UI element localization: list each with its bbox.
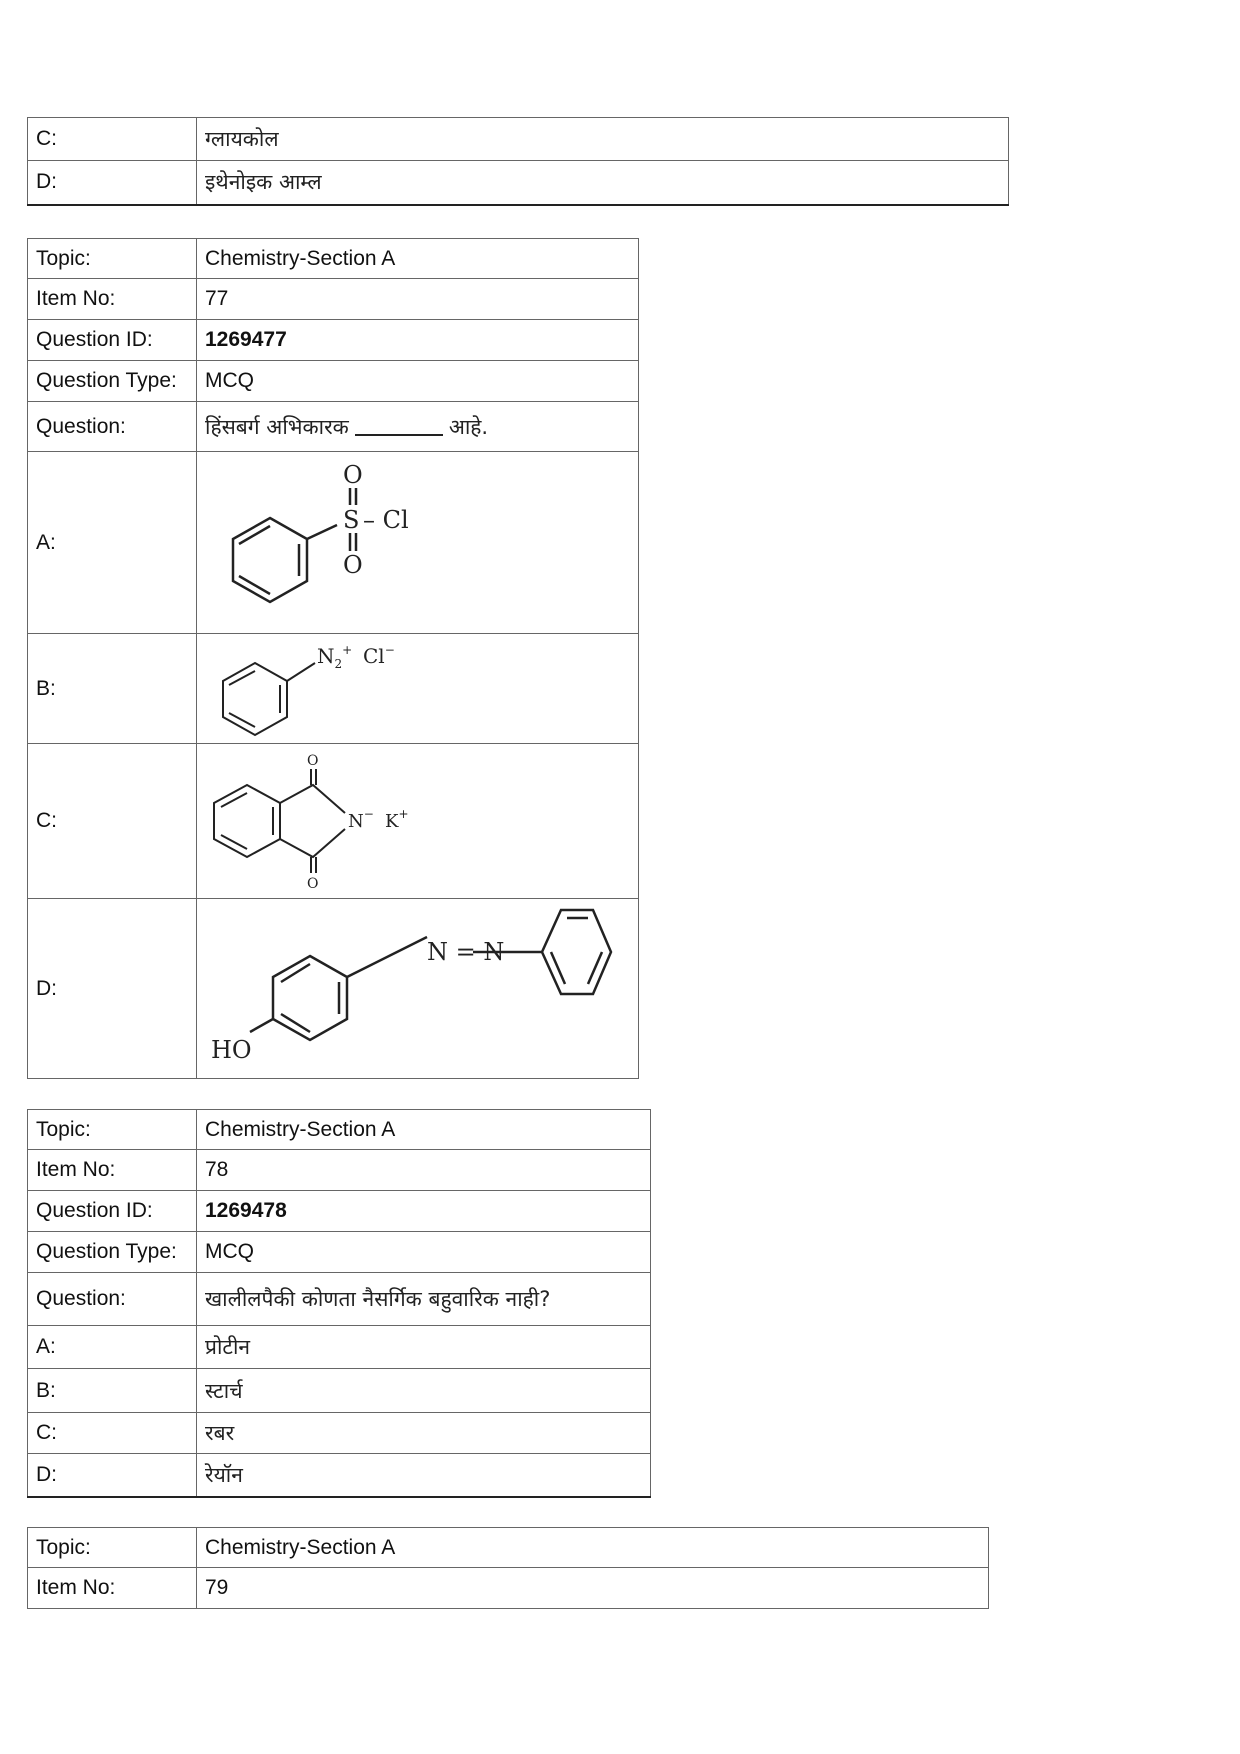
option-label: A: <box>28 452 197 634</box>
diazonium-label: $N_2^+$ <box>317 642 353 671</box>
question-table-77 <box>27 238 639 1079</box>
benzene-ring <box>223 663 287 735</box>
option-label: B: <box>28 634 197 744</box>
item-row <box>28 1150 651 1191</box>
item-label: Item No: <box>28 1150 197 1191</box>
azo-group-label: N = N <box>427 937 505 966</box>
oxygen-atom-label: O <box>307 875 319 892</box>
benzenesulfonyl-chloride-structure <box>205 453 648 633</box>
item-row <box>28 279 639 320</box>
imide-bond <box>280 785 345 813</box>
option-row-d <box>28 899 639 1079</box>
question-row <box>28 1273 651 1326</box>
hydroxyl-group-label: HO <box>211 1035 252 1064</box>
option-label: D: <box>28 161 197 205</box>
option-row-b <box>28 634 639 744</box>
option-a-structure <box>197 452 639 634</box>
p-hydroxyazobenzene-structure <box>205 900 648 1078</box>
option-row-c <box>28 118 1009 161</box>
question-text <box>197 402 639 452</box>
question-row <box>28 402 639 452</box>
ring-sulfur-bond <box>307 525 337 539</box>
topic-value: Chemistry-Section A <box>197 239 639 279</box>
option-row-c <box>28 744 639 899</box>
option-d-structure <box>197 899 639 1079</box>
oxygen-atom-label: O <box>307 752 319 769</box>
ring-double-bond <box>229 671 255 685</box>
question-type-row <box>28 361 639 402</box>
question-type-label: Question Type: <box>28 361 197 402</box>
phenol-ring <box>273 956 347 1040</box>
topic-row <box>28 1528 989 1568</box>
imide-bond <box>280 829 345 857</box>
answer-blank <box>355 434 443 436</box>
option-b-structure <box>197 634 639 744</box>
option-c-structure <box>197 744 639 899</box>
ring-azo-bond <box>347 937 427 977</box>
topic-label: Topic: <box>28 239 197 279</box>
question-text: खालीलपैकी कोणता नैसर्गिक बहुवारिक नाही? <box>197 1273 651 1326</box>
chlorine-atom-label: – Cl <box>363 505 409 534</box>
option-row-b <box>28 1369 651 1413</box>
question-table-78 <box>27 1109 651 1498</box>
question-id-value: 1269478 <box>197 1191 651 1232</box>
hydroxyl-bond <box>250 1019 273 1032</box>
topic-value: Chemistry-Section A <box>197 1528 989 1568</box>
question-id-label: Question ID: <box>28 320 197 361</box>
item-label: Item No: <box>28 1568 197 1609</box>
options-table-continued <box>27 117 1009 206</box>
question-type-value: MCQ <box>197 1232 651 1273</box>
question-label: Question: <box>28 402 197 452</box>
topic-row <box>28 1110 651 1150</box>
ring-double-bond <box>229 713 255 727</box>
question-id-row <box>28 320 639 361</box>
item-row <box>28 1568 989 1609</box>
potassium-ion-label: K+ <box>385 806 409 832</box>
item-value: 78 <box>197 1150 651 1191</box>
question-type-value: MCQ <box>197 361 639 402</box>
option-label: B: <box>28 1369 197 1413</box>
item-value: 77 <box>197 279 639 320</box>
ring-double-bond <box>221 793 247 807</box>
option-row-d <box>28 1454 651 1497</box>
benzene-ring <box>214 785 280 857</box>
option-value: स्टार्च <box>197 1369 651 1413</box>
option-label: C: <box>28 744 197 899</box>
ring-double-bond <box>221 835 247 849</box>
oxygen-atom-label: O <box>343 460 363 489</box>
option-label: D: <box>28 1454 197 1497</box>
benzenediazonium-chloride-structure <box>205 635 648 743</box>
option-value: रेयॉन <box>197 1454 651 1497</box>
option-row-d <box>28 161 1009 205</box>
option-value: ग्लायकोल <box>197 118 1009 161</box>
topic-label: Topic: <box>28 1110 197 1150</box>
option-label: C: <box>28 1413 197 1454</box>
option-value: रबर <box>197 1413 651 1454</box>
ring-double-bond <box>239 526 270 544</box>
imide-nitrogen-label: N− <box>348 806 374 832</box>
ring-double-bond <box>281 964 310 982</box>
option-value: प्रोटीन <box>197 1326 651 1369</box>
ring-double-bond <box>281 1014 310 1032</box>
item-value: 79 <box>197 1568 989 1609</box>
question-id-row <box>28 1191 651 1232</box>
question-type-row <box>28 1232 651 1273</box>
ring-double-bond <box>239 576 270 594</box>
question-table-79 <box>27 1527 989 1609</box>
topic-label: Topic: <box>28 1528 197 1568</box>
question-id-label: Question ID: <box>28 1191 197 1232</box>
topic-row <box>28 239 639 279</box>
option-row-a <box>28 1326 651 1369</box>
option-label: C: <box>28 118 197 161</box>
benzene-ring <box>233 518 307 602</box>
option-label: A: <box>28 1326 197 1369</box>
option-value: इथेनोइक आम्ल <box>197 161 1009 205</box>
question-label: Question: <box>28 1273 197 1326</box>
item-label: Item No: <box>28 279 197 320</box>
question-text-end: आहे. <box>448 414 489 439</box>
chloride-ion-label: Cl− <box>363 642 395 668</box>
sulfur-atom-label: S <box>343 505 360 534</box>
topic-value: Chemistry-Section A <box>197 1110 651 1150</box>
question-id-value: 1269477 <box>197 320 639 361</box>
ring-nitrogen-bond <box>287 663 315 681</box>
option-row-c <box>28 1413 651 1454</box>
oxygen-atom-label: O <box>343 550 363 579</box>
potassium-phthalimide-structure <box>205 745 648 898</box>
option-row-a <box>28 452 639 634</box>
question-type-label: Question Type: <box>28 1232 197 1273</box>
question-text-start: हिंसबर्ग अभिकारक <box>205 414 349 439</box>
option-label: D: <box>28 899 197 1079</box>
